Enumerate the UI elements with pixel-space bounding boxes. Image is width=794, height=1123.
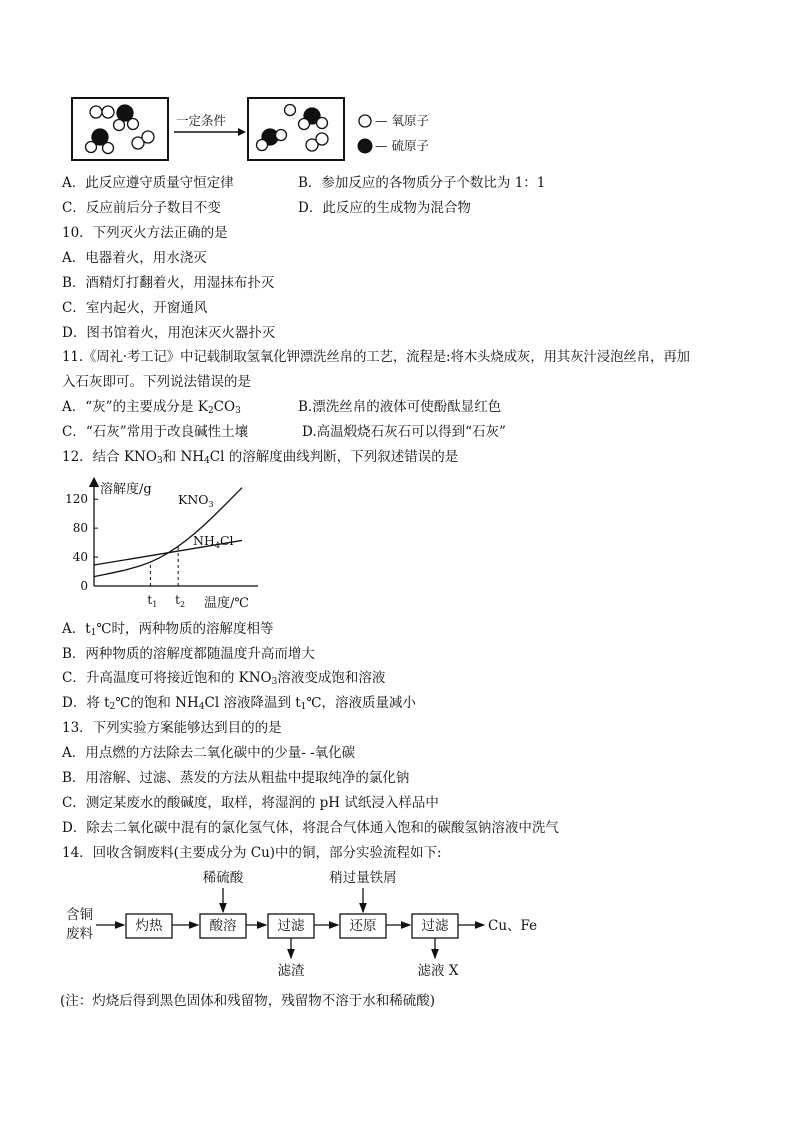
q12-stem: 12．结合 $KNO_3$和 $NH_4Cl$ 的溶解度曲线判断，下列叙述错误的是	[62, 449, 459, 466]
q11-option-a: A．“灰”的主要成分是 $K_2CO_3$	[62, 399, 241, 416]
x-axis-label: 温度/℃	[204, 596, 249, 611]
q13-option-a: A．用点燃的方法除去二氧化碳中的少量- -氧化碳	[62, 745, 356, 761]
q11-option-c: C．“石灰”常用于改良碱性土壤	[62, 424, 249, 440]
q10-option-d: D．图书馆着火，用泡沫灭火器扑灭	[62, 325, 276, 341]
q10-stem: 10．下列灭火方法正确的是	[62, 225, 228, 241]
q13-option-d: D．除去二氧化碳中混有的氯化氢气体，将混合气体通入饱和的碳酸氢钠溶液中洗气	[62, 820, 559, 836]
q9-option-c: C．反应前后分子数目不变	[62, 200, 221, 216]
flow-step-reduce-label: 还原	[349, 918, 377, 934]
reactant-molecules	[86, 105, 155, 154]
q12-option-c: C．升高温度可将接近饱和的 $KNO_3$溶液变成饱和溶液	[62, 670, 386, 687]
q13-option-b: B．用溶解、过滤、蒸发的方法从粗盐中提取纯净的氯化钠	[62, 770, 410, 786]
flow-input-line2: 废料	[66, 926, 93, 942]
flow-step-acid-label: 酸溶	[209, 918, 237, 934]
flow-input-line1: 含铜	[66, 907, 93, 923]
flow-step-filter1-label: 过滤	[277, 918, 305, 934]
kno3-series-label: $KNO_3$	[178, 492, 214, 509]
q14-note: (注：灼烧后得到黑色固体和残留物，残留物不溶于水和稀硫酸)	[60, 993, 436, 1009]
q11-option-d: D.高温煅烧石灰石可以得到“石灰”	[302, 424, 506, 440]
q12-option-d: D．将 $t_2℃$的饱和 $NH_4Cl$ 溶液降温到 $t_1℃$，溶液质量减小	[62, 695, 416, 712]
q13-stem: 13．下列实验方案能够达到目的的是	[62, 720, 282, 736]
oxygen-atom-legend-icon	[359, 115, 371, 127]
q12-option-a: A．$t_1℃$时，两种物质的溶解度相等	[62, 621, 274, 638]
q10-option-b: B．酒精灯打翻着火，用湿抹布扑灭	[62, 275, 275, 291]
flow-step-filter2-label: 过滤	[421, 918, 449, 934]
q10-option-a: A．电器着火，用水浇灭	[62, 250, 207, 266]
y-tick-label: 0	[80, 579, 88, 593]
q9-option-d: D．此反应的生成物为混合物	[298, 200, 471, 216]
reaction-condition-label: 一定条件	[176, 113, 227, 128]
oxygen-legend-label: — 氧原子	[375, 113, 429, 128]
recovery-flowchart	[60, 866, 550, 984]
sulfur-legend-label: — 硫原子	[375, 138, 429, 153]
y-tick-label: 120	[65, 492, 88, 507]
y-tick-label: 40	[72, 550, 88, 565]
flow-step-burn-label: 灼热	[135, 918, 163, 934]
q11-option-b: B.漂洗丝帛的液体可使酚酞显红色	[298, 399, 502, 415]
q11-stem-line2: 入石灰即可。下列说法错误的是	[62, 374, 251, 390]
q9-option-a: A．此反应遵守质量守恒定律	[62, 175, 234, 191]
x-tick-label: $t_2$	[175, 593, 186, 609]
flow-reagent-dilute-h2so4: 稀硫酸	[202, 870, 244, 886]
q14-stem: 14．回收含铜废料(主要成分为 Cu)中的铜，部分实验流程如下:	[62, 845, 442, 861]
q12-option-b: B．两种物质的溶解度都随温度升高而增大	[62, 646, 315, 662]
q13-option-c: C．测定某废水的酸碱度，取样，将湿润的 pH 试纸浸入样品中	[62, 795, 439, 811]
product-molecules	[257, 105, 329, 152]
y-tick-label: 80	[72, 521, 88, 536]
y-axis-label: 溶解度/g	[100, 482, 152, 497]
flow-waste-residue: 滤渣	[277, 963, 305, 979]
q10-option-c: C．室内起火，开窗通风	[62, 300, 208, 316]
flow-output: Cu、Fe	[488, 918, 538, 934]
flow-reagent-iron-filings: 稍过量铁屑	[329, 870, 397, 886]
sulfur-atom-legend-icon	[358, 139, 372, 153]
x-tick-label: $t_1$	[147, 593, 158, 609]
q11-stem-line1: 11.《周礼·考工记》中记载制取氢氧化钾漂洗丝帛的工艺，流程是:将木头烧成灰，用其灰汁浸泡丝帛，再加	[62, 349, 690, 365]
solubility-curve-chart	[60, 474, 260, 614]
nh4cl-series-label: $NH_4Cl$	[193, 533, 234, 550]
flow-waste-filtrate-x: 滤液 X	[417, 963, 459, 979]
q9-option-b: B．参加反应的各物质分子个数比为 1：1	[298, 175, 546, 191]
reaction-molecule-figure	[60, 92, 460, 164]
